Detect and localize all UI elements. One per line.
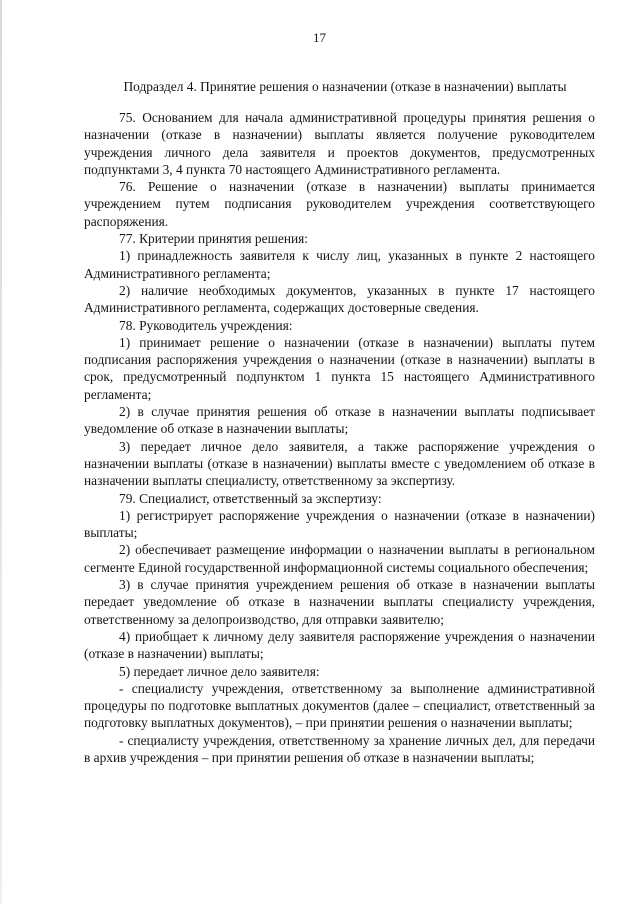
paragraph-79-item-3: 3) в случае принятия учреждением решения об отказе в назначении выплаты передает уведомление об отказе в назначении выплаты специалисту учреждения, ответственному за делопроизводство, для отправки заявителю; — [84, 577, 595, 627]
paragraph-76: 76. Решение о назначении (отказе в назначении) выплаты принимается учреждением путем подписания руководителем учреждения соответствующего распоряжения. — [84, 179, 595, 229]
paragraph-77-item-1: 1) принадлежность заявителя к числу лиц, указанных в пункте 2 настоящего Административного регламента; — [84, 248, 595, 281]
paragraph-79-item-5: 5) передает личное дело заявителя: — [119, 663, 320, 679]
paragraph-77: 77. Критерии принятия решения: — [119, 231, 309, 247]
paragraph-79-item-5-dash-2: - специалисту учреждения, ответственному за хранение личных дел, для передачи в архив учреждения – при принятии решения об отказе в назначении выплаты; — [84, 732, 595, 765]
paragraph-75: 75. Основанием для начала административной процедуры принятия решения о назначении (отказе в назначении) выплаты является получение руководителем учреждения личного дела заявителя и проектов документов, предусмотренных подпунктами 3, 4 пункта 70 настоящего Административного регламента. — [84, 110, 595, 177]
paragraph-77-item-2: 2) наличие необходимых документов, указанных в пункте 17 настоящего Административного регламента, содержащих достоверные сведения. — [84, 282, 595, 316]
paragraph-78-item-2: 2) в случае принятия решения об отказе в назначении выплаты подписывает уведомление об отказе в назначении выплаты; — [84, 404, 595, 437]
paragraph-79-item-5-dash-1: - специалисту учреждения, ответственному за выполнение административной процедуры по подготовке выплатных документов (далее – специалист, ответственный за подготовку выплатных документов), – при принятии решения о назначении выплаты; — [84, 680, 595, 731]
paragraph-79-item-1: 1) регистрирует распоряжение учреждения о назначении (отказе в назначении) выплаты; — [84, 507, 595, 541]
scan-edge — [0, 0, 2, 904]
subsection-heading: Подраздел 4. Принятие решения о назначении (отказе в назначении) выплаты — [123, 79, 567, 94]
document-body — [84, 109, 595, 766]
page-number: 17 — [313, 30, 326, 45]
paragraph-78-item-1: 1) принимает решение о назначении (отказе в назначении) выплаты путем подписания распоряжения учреждения о назначении (отказе в назначении) выплаты в срок, предусмотренный подпунктом 1 пункта 15 настоящего Административного регламента; — [84, 334, 595, 402]
paragraph-79-item-4: 4) приобщает к личному делу заявителя распоряжение учреждения о назначении (отказе в назначении) выплаты; — [84, 628, 595, 662]
paragraph-79-item-2: 2) обеспечивает размещение информации о назначении выплаты в региональном сегменте Единой государственной информационной системы социального обеспечения; — [84, 542, 595, 575]
paragraph-79: 79. Специалист, ответственный за экспертизу: — [119, 490, 382, 506]
paragraph-78-item-3: 3) передает личное дело заявителя, а также распоряжение учреждения о назначении выплаты (отказе в назначении) выплаты вместе с уведомлением об отказе в назначении выплаты специалисту, ответственному за экспертизу. — [84, 438, 595, 489]
paragraph-78: 78. Руководитель учреждения: — [119, 317, 293, 333]
